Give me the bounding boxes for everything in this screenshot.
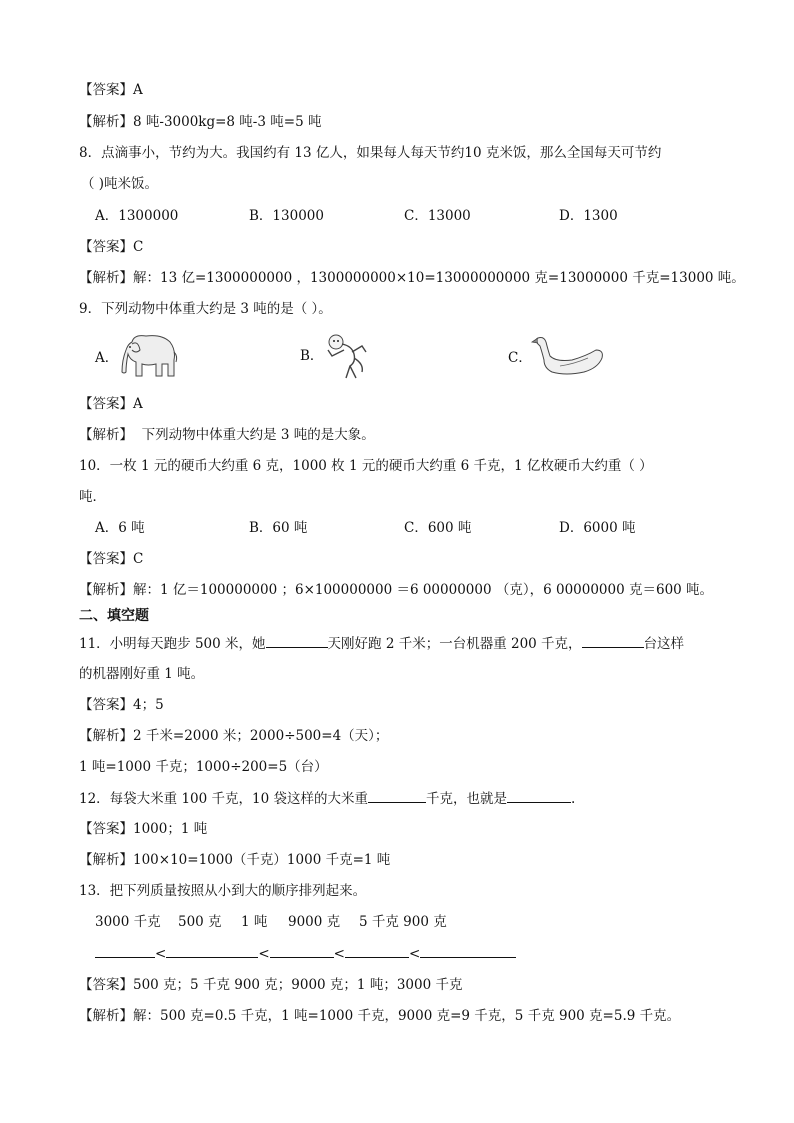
q10-answer-value: C (133, 551, 144, 567)
q9-option-a-label: A． (95, 350, 119, 366)
q9-answer (79, 394, 143, 414)
q13-blank-5[interactable] (420, 943, 516, 958)
q13-item-1: 3000 千克 (95, 914, 161, 930)
q10-option-b: B．60 吨 (249, 520, 308, 536)
q10-analysis (79, 580, 713, 600)
q8-option-b: B．130000 (249, 208, 324, 224)
analysis-tag: 【解析】 (79, 270, 133, 286)
q11-stem-line1 (79, 633, 684, 654)
q9-option-b-label: B． (300, 348, 324, 364)
q13-item-2: 500 克 (178, 914, 222, 930)
q13-item-5: 5 千克 900 克 (359, 914, 447, 930)
q13-item-4: 9000 克 (288, 914, 341, 930)
q11-stem-part-c: 台这样 (643, 636, 685, 652)
q12-answer-value: 1000；1 吨 (133, 821, 208, 837)
answer-tag: 【答案】 (79, 977, 133, 993)
q13-ordering-blanks (95, 943, 516, 964)
q12-analysis (79, 850, 390, 870)
q12-blank-1[interactable] (368, 788, 426, 803)
answer-tag: 【答案】 (79, 82, 133, 98)
section-title: 二、填空题 (79, 608, 149, 624)
less-than-sign: < (408, 946, 421, 962)
q11-analysis (79, 726, 388, 746)
q10-answer (79, 549, 143, 569)
q8-answer-value: C (133, 239, 144, 255)
q7-analysis-text: 8 吨-3000kg=8 吨-3 吨=5 吨 (133, 114, 322, 130)
q13-blank-1[interactable] (95, 943, 155, 958)
q12-stem-part-c: . (571, 791, 576, 807)
monkey-icon (322, 330, 370, 382)
q11-stem-part-a: 11．小明每天跑步 500 米，她 (79, 636, 266, 652)
less-than-sign: < (258, 946, 270, 962)
answer-tag: 【答案】 (79, 396, 133, 412)
elephant-icon (118, 330, 180, 382)
q8-stem-line2: （ )吨米饭。 (81, 176, 159, 192)
q8-option-a: A．1300000 (95, 208, 179, 224)
swan-icon (530, 334, 606, 378)
answer-tag: 【答案】 (79, 239, 133, 255)
q12-stem-part-a: 12．每袋大米重 100 千克，10 袋这样的大米重 (79, 791, 368, 807)
q8-option-c: C．13000 (404, 208, 471, 224)
q11-blank-1[interactable] (266, 633, 328, 648)
q9-analysis (79, 425, 375, 445)
q10-stem-line1: 10．一枚 1 元的硬币大约重 6 克，1000 枚 1 元的硬币大约重 6 千克，1 亿枚硬币大约重（ ） (79, 458, 653, 474)
answer-tag: 【答案】 (79, 697, 133, 713)
q12-blank-2[interactable] (507, 788, 571, 803)
q11-answer-value: 4；5 (133, 697, 164, 713)
q10-option-c: C．600 吨 (404, 520, 472, 536)
q8-answer (79, 237, 143, 257)
less-than-sign: < (155, 946, 167, 962)
analysis-tag: 【解析】 (79, 114, 133, 130)
q8-analysis-text: 解：13 亿=1300000000 ，1300000000×10=13000000000 克=13000000 千克=13000 吨。 (133, 270, 745, 286)
less-than-sign: < (333, 946, 345, 962)
q13-analysis (79, 1006, 680, 1026)
analysis-tag: 【解析】 (79, 582, 133, 598)
q13-item-3: 1 吨 (241, 914, 268, 930)
q13-blank-4[interactable] (345, 943, 409, 958)
analysis-tag: 【解析】 (79, 1008, 133, 1024)
q13-answer (79, 975, 462, 995)
q10-option-d: D．6000 吨 (559, 520, 636, 536)
q12-stem-part-b: 千克，也就是 (426, 791, 507, 807)
q13-blank-2[interactable] (166, 943, 258, 958)
analysis-tag: 【解析】 (79, 852, 133, 868)
q9-option-c-label: C． (508, 350, 532, 366)
q11-blank-2[interactable] (582, 633, 644, 648)
q11-stem-line2: 的机器刚好重 1 吨。 (79, 666, 205, 682)
answer-tag: 【答案】 (79, 821, 133, 837)
q11-analysis-text: 2 千米=2000 米；2000÷500=4（天）； (133, 728, 389, 744)
q7-analysis (79, 112, 321, 132)
q9-stem: 9．下列动物中体重大约是 3 吨的是（ ）。 (79, 301, 332, 317)
answer-tag: 【答案】 (79, 551, 133, 567)
q7-answer (79, 80, 143, 100)
q9-analysis-text: 下列动物中体重大约是 3 吨的是大象。 (133, 427, 375, 443)
q10-option-a: A．6 吨 (95, 520, 145, 536)
q11-answer (79, 695, 164, 715)
q10-stem-line2: 吨． (79, 489, 106, 505)
q13-analysis-text: 解：500 克=0.5 千克，1 吨=1000 千克，9000 克=9 千克，5 千克 900 克=5.9 千克。 (133, 1008, 681, 1024)
analysis-tag: 【解析】 (79, 427, 133, 443)
q13-answer-value: 500 克；5 千克 900 克；9000 克；1 吨；3000 千克 (133, 977, 463, 993)
q11-stem-part-b: 天刚好跑 2 千米；一台机器重 200 千克， (327, 636, 582, 652)
q13-blank-3[interactable] (270, 943, 334, 958)
q13-stem: 13．把下列质量按照从小到大的顺序排列起来。 (79, 883, 367, 899)
analysis-tag: 【解析】 (79, 728, 133, 744)
q12-stem (79, 788, 575, 809)
q8-option-d: D．1300 (559, 208, 618, 224)
q8-stem-line1: 8．点滴事小，节约为大。我国约有 13 亿人，如果每人每天节约10 克米饭，那么全国每天可节约 (79, 145, 662, 161)
q12-answer (79, 819, 207, 839)
q7-answer-value: A (133, 82, 143, 98)
q9-answer-value: A (133, 396, 143, 412)
q12-analysis-text: 100×10=1000（千克）1000 千克=1 吨 (133, 852, 391, 868)
q11-analysis-line2: 1 吨=1000 千克；1000÷200=5（台） (79, 759, 328, 775)
q8-analysis (79, 268, 745, 288)
q10-analysis-text: 解：1 亿＝100000000 ；6×100000000 ＝6 00000000 （克），6 00000000 克＝600 吨。 (133, 582, 714, 598)
